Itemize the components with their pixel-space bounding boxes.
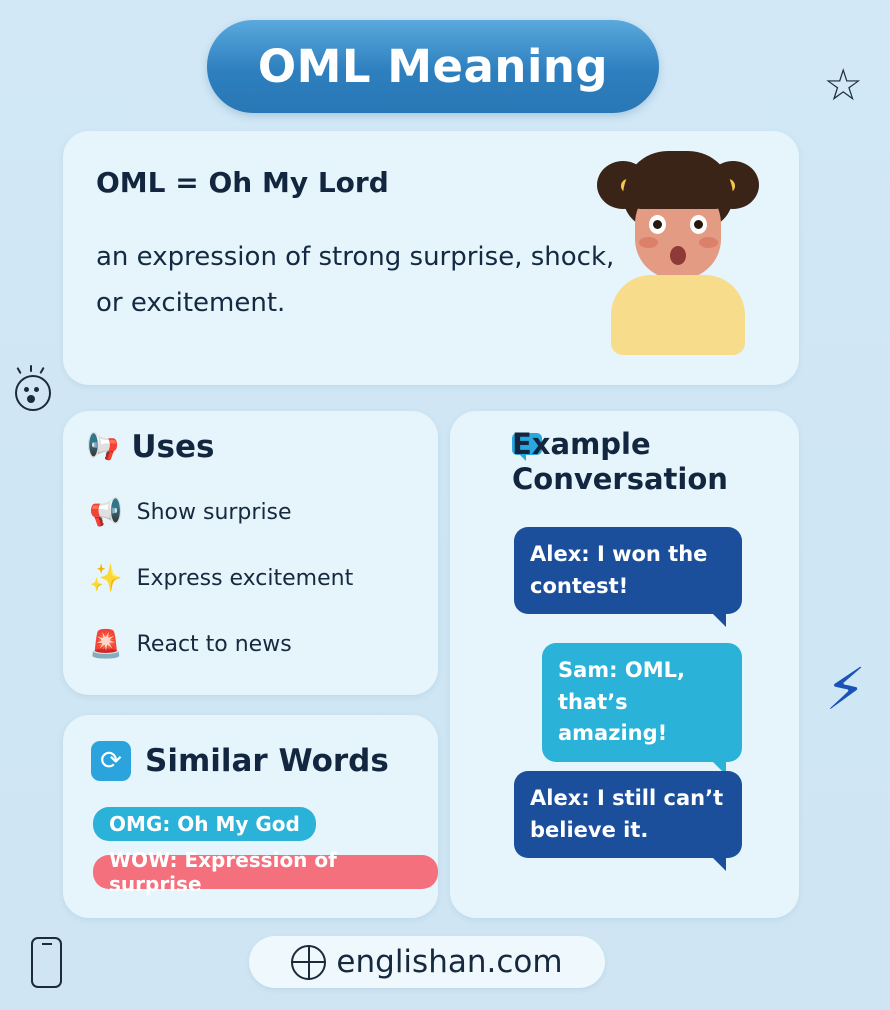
uses-heading-label: Uses (131, 429, 215, 465)
similar-words-heading-label: Similar Words (145, 743, 389, 779)
page-title (207, 20, 659, 113)
list-item (89, 631, 292, 658)
chat-message (514, 771, 742, 858)
megaphone-icon: 📢 (87, 432, 120, 462)
chat-message-text: Alex: I won the contest! (530, 542, 708, 598)
chat-message-text: Sam: OML, that’s amazing! (558, 658, 685, 745)
example-conversation-card (450, 411, 799, 918)
lightning-bolt-icon: ⚡ (825, 655, 866, 723)
uses-item-label: Show surprise (136, 500, 292, 525)
definition-heading: OML = Oh My Lord (96, 166, 389, 199)
phone-icon (31, 937, 62, 988)
siren-icon: 🚨 (89, 629, 123, 660)
chat-message (514, 527, 742, 614)
list-item (89, 499, 292, 526)
megaphone-icon: 📢 (89, 497, 123, 528)
similar-words-heading (91, 741, 389, 781)
definition-card (63, 131, 799, 385)
status-badge: OMG: Oh My God (93, 807, 316, 841)
footer-website[interactable] (249, 936, 605, 988)
uses-heading (87, 429, 214, 465)
page-title-text: OML Meaning (257, 40, 609, 93)
refresh-icon: ⟳ (91, 741, 131, 781)
chat-message-text: Alex: I still can’t believe it. (530, 786, 724, 842)
shocked-face-icon (12, 367, 50, 411)
surprised-girl-illustration (595, 149, 761, 364)
footer-site-label: englishan.com (336, 944, 563, 980)
uses-card (63, 411, 438, 695)
uses-item-label: Express excitement (136, 566, 354, 591)
uses-item-label: React to news (136, 632, 292, 657)
similar-words-card (63, 715, 438, 918)
star-icon: ☆ (823, 60, 863, 111)
chat-message (542, 643, 742, 762)
conversation-heading: Example Conversation (512, 427, 728, 496)
list-item (89, 565, 353, 592)
globe-icon (291, 945, 326, 980)
status-badge: WOW: Expression of surprise (93, 855, 438, 889)
definition-body: an expression of strong surprise, shock, or excitement. (96, 242, 615, 318)
sparkles-icon: ✨ (89, 563, 123, 594)
